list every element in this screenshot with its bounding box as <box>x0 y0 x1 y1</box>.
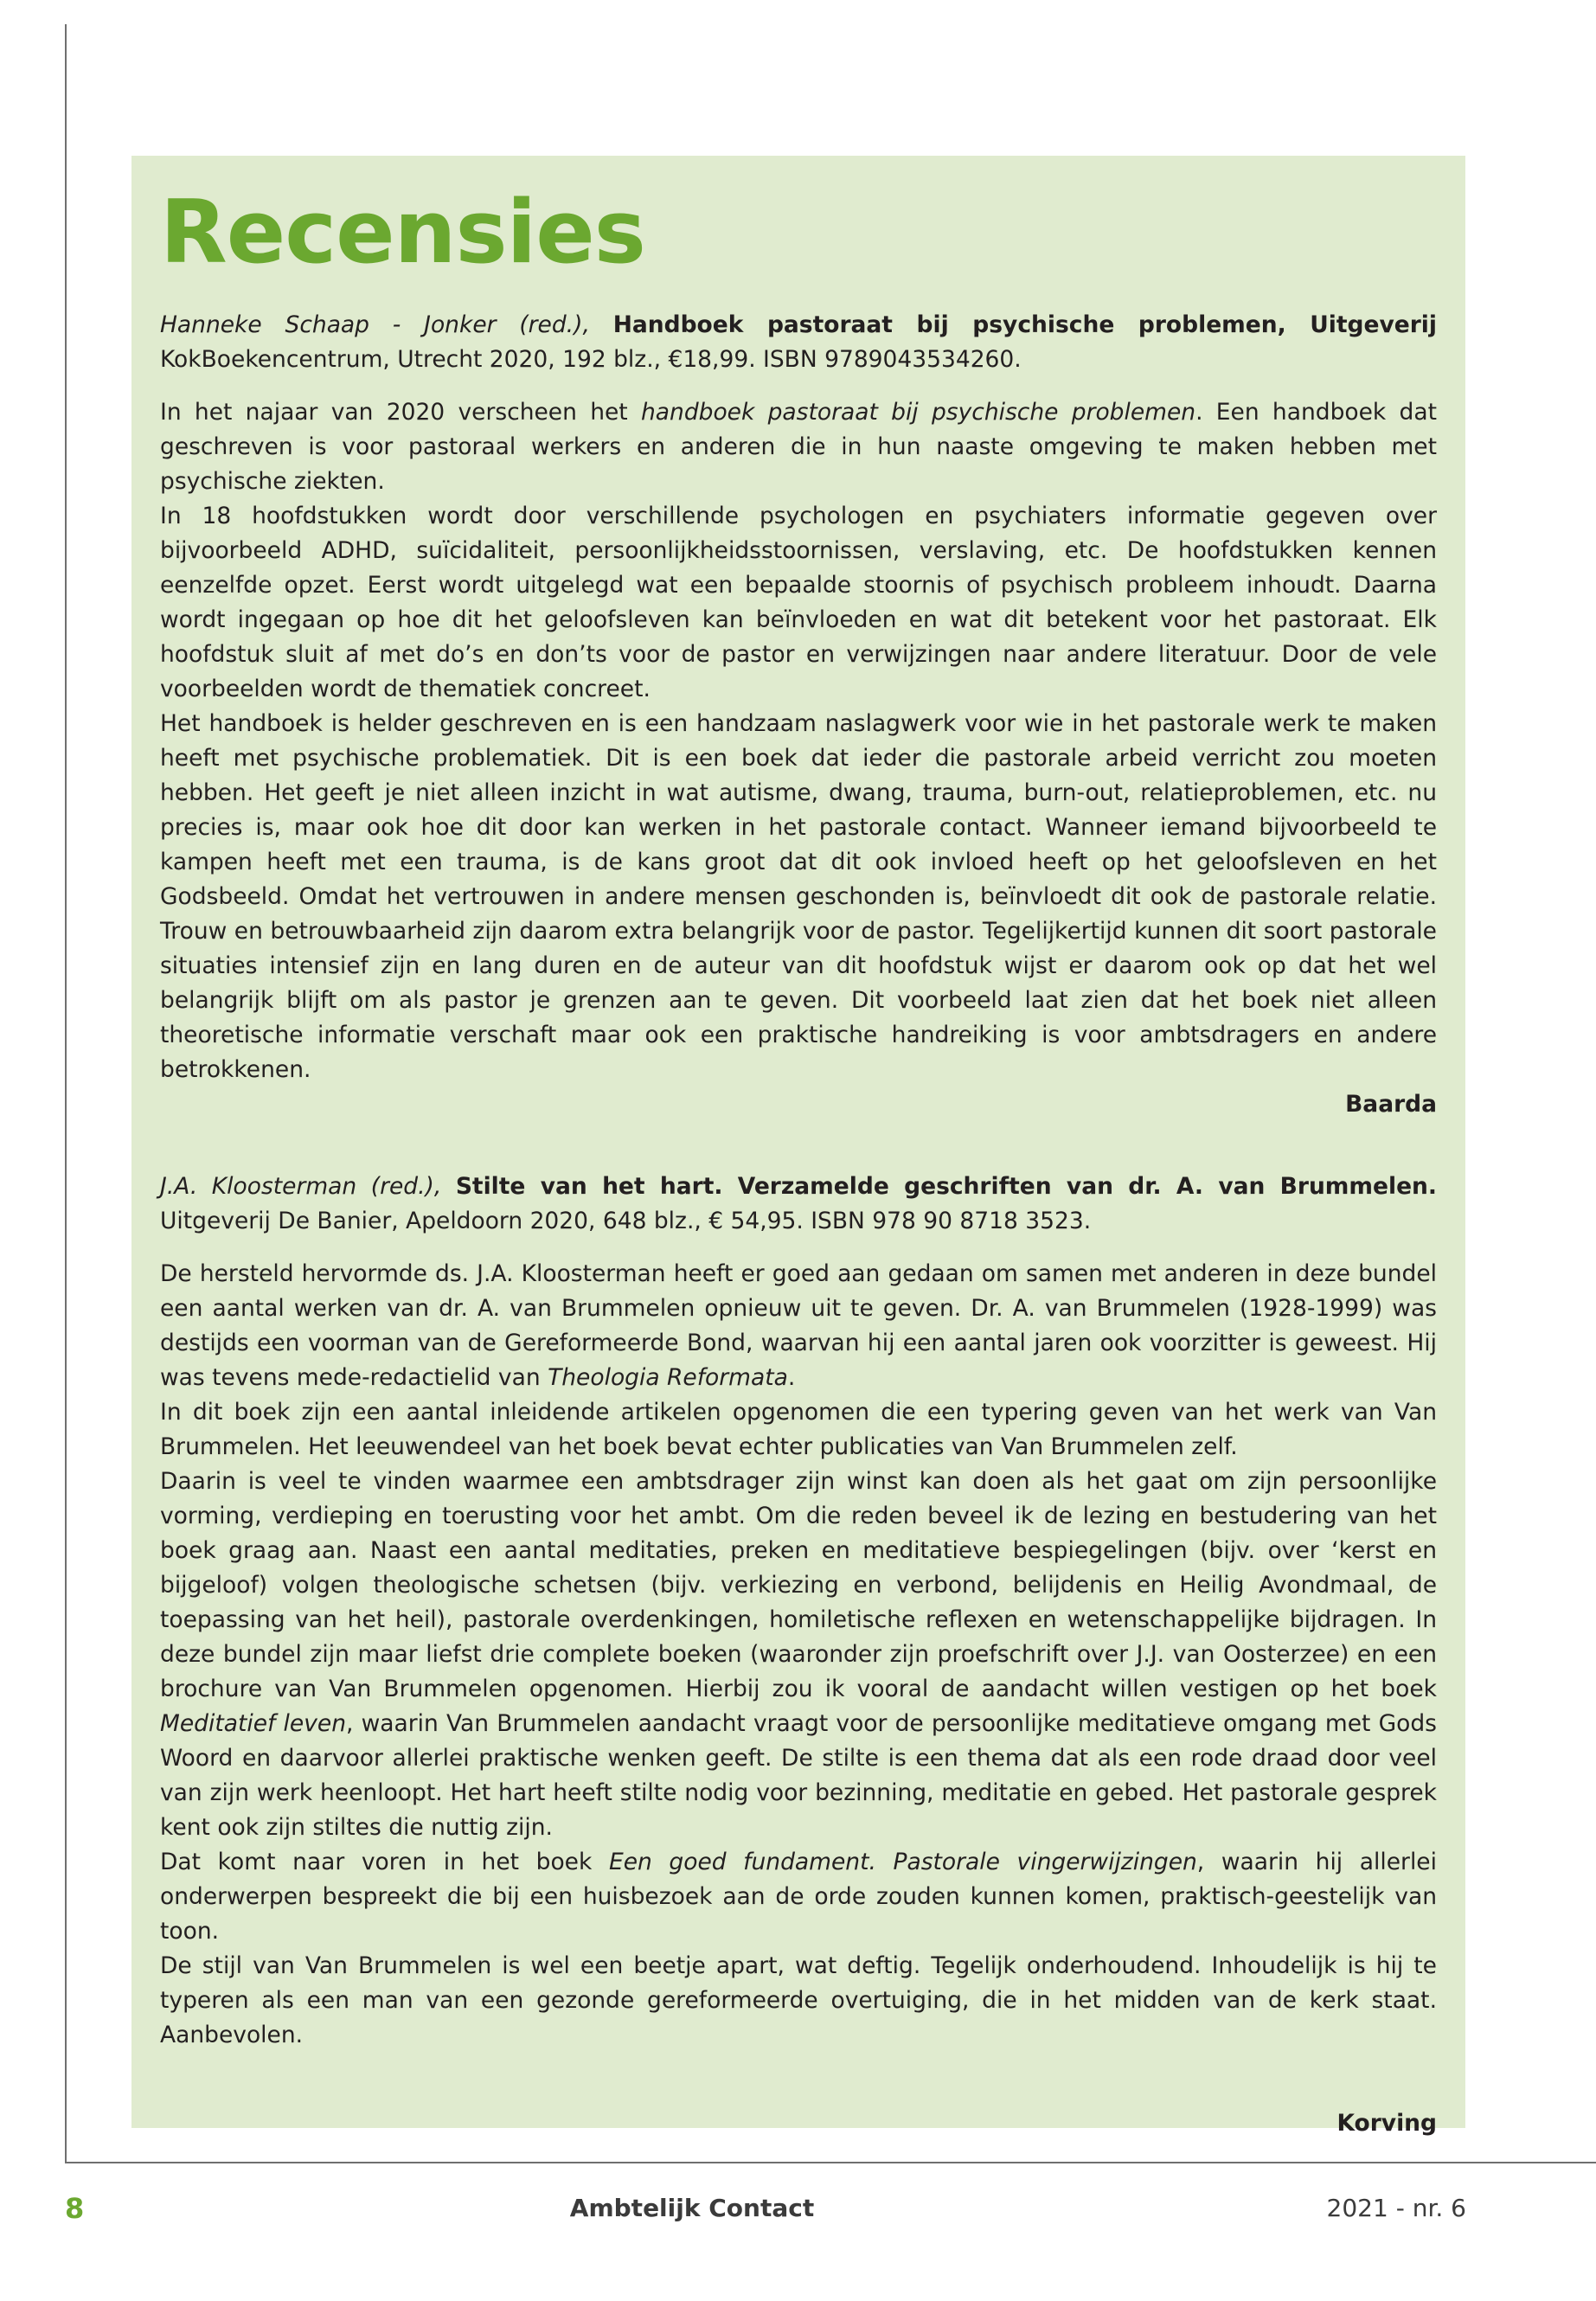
journal-name: Ambtelijk Contact <box>569 2194 815 2222</box>
review-1 <box>160 308 1437 1122</box>
review-1-paragraph-1 <box>160 395 1437 499</box>
review-1-p1-italic: handboek pastoraat bij psychische problemen <box>640 399 1196 426</box>
review-1-signature: Baarda <box>1345 1091 1437 1118</box>
review-2 <box>160 1170 1437 2141</box>
footer-horizontal-rule <box>65 2162 1596 2163</box>
review-1-book-title: Handboek pastoraat bij psychische problemen, Uitgeverij <box>612 311 1437 338</box>
review-2-p3-italic: Meditatief leven <box>160 1710 346 1737</box>
review-1-publication-info: KokBoekencentrum, Utrecht 2020, 192 blz., €18,99. ISBN 9789043534260. <box>160 346 1022 373</box>
review-1-p1-text-b: . Een handboek dat geschreven is voor pastoraal werkers en anderen die in hun naaste omgeving te maken hebben met psychische ziekten. <box>160 399 1438 495</box>
review-2-book-title: Stilte van het hart. Verzamelde geschriften van dr. A. van Brummelen. <box>455 1173 1437 1200</box>
review-2-publication-info: Uitgeverij De Banier, Apeldoorn 2020, 648 blz., € 54,95. ISBN 978 90 8718 3523. <box>160 1208 1092 1234</box>
review-2-paragraph-1 <box>160 1257 1437 1395</box>
reviews-content <box>160 182 1437 2141</box>
review-1-paragraph-2: In 18 hoofdstukken wordt door verschillende psychologen en psychiaters informatie gegeven over bijvoorbeeld ADHD, suïcidaliteit, persoonlijkheidsstoornissen, verslaving, etc. De hoofdstukken kennen eenzelfde opzet. Eerst wordt uitgelegd wat een bepaalde stoornis of psychisch probleem inhoudt. Daarna wordt ingegaan op hoe dit het geloofsleven kan beïnvloeden en wat dit betekent voor het pastoraat. Elk hoofdstuk sluit af met do’s en don’ts voor de pastor en verwijzingen naar andere literatuur. Door de vele voorbeelden wordt de thematiek concreet. <box>160 503 1437 702</box>
page-title: Recensies <box>160 181 645 283</box>
review-2-p4-text-a: Dat komt naar voren in het boek <box>160 1849 609 1875</box>
review-1-editors: Hanneke Schaap - Jonker (red.), <box>160 311 590 338</box>
review-2-signature: Korving <box>1336 2110 1437 2137</box>
review-2-p1-text-a: De hersteld hervormde ds. J.A. Kloosterman heeft er goed aan gedaan om samen met anderen in deze bundel een aantal werken van dr. A. van Brummelen opnieuw uit te geven. Dr. A. van Brummelen (1928-1999) was destijds een voorman van de Gereformeerde Bond, waarvan hij een aantal jaren ook voorzitter is geweest. Hij was tevens mede-redactielid van <box>160 1260 1437 1391</box>
review-2-paragraph-4 <box>160 1845 1437 1949</box>
review-2-paragraph-2: In dit boek zijn een aantal inleidende artikelen opgenomen die een typering geven van het werk van Van Brummelen. Het leeuwendeel van het boek bevat echter publicaties van Van Brummelen zelf. <box>160 1399 1437 1460</box>
review-2-p4-text-b: , waarin hij allerlei onderwerpen bespreekt die bij een huisbezoek aan de orde zouden kunnen komen, praktisch-geestelijk van toon. <box>160 1849 1437 1945</box>
review-2-p3-text-b: , waarin Van Brummelen aandacht vraagt voor de persoonlijke meditatieve omgang met Gods Woord en daarvoor allerlei praktische wenken geeft. De stilte is een thema dat als een rode draad door veel van zijn werk heenloopt. Het hart heeft stilte nodig voor bezinning, meditatie en gebed. Het pastorale gesprek kent ook zijn stiltes die nuttig zijn. <box>160 1710 1437 1841</box>
review-2-p4-italic: Een goed fundament. Pastorale vingerwijzingen <box>608 1849 1197 1875</box>
page-number: 8 <box>65 2192 85 2225</box>
left-vertical-rule <box>65 24 67 2163</box>
review-2-p1-text-b: . <box>787 1364 796 1391</box>
review-2-paragraph-3 <box>160 1465 1437 1845</box>
review-2-paragraph-5: De stijl van Van Brummelen is wel een beetje apart, wat deftig. Tegelijk onderhoudend. Inhoudelijk is hij te typeren als een man van een gezonde gereformeerde overtuiging, die in het midden van de kerk staat. Aanbevolen. <box>160 1952 1437 2048</box>
issue-number: 2021 - nr. 6 <box>1326 2194 1466 2222</box>
review-2-editors: J.A. Kloosterman (red.), <box>160 1173 442 1200</box>
review-2-p1-italic: Theologia Reformata <box>548 1364 788 1391</box>
review-1-paragraph-3: Het handboek is helder geschreven en is een handzaam naslagwerk voor wie in het pastorale werk te maken heeft met psychische problematiek. Dit is een boek dat ieder die pastorale arbeid verricht zou moeten hebben. Het geeft je niet alleen inzicht in wat autisme, dwang, trauma, burn-out, relatieproblemen, etc. nu precies is, maar ook hoe dit door kan werken in het pastorale contact. Wanneer iemand bijvoorbeeld te kampen heeft met een trauma, is de kans groot dat dit ook invloed heeft op het geloofsleven en het Godsbeeld. Omdat het vertrouwen in andere mensen geschonden is, beïnvloedt dit ook de pastorale relatie. Trouw en betrouwbaarheid zijn daarom extra belangrijk voor de pastor. Tegelijkertijd kunnen dit soort pastorale situaties intensief zijn en lang duren en de auteur van dit hoofdstuk wijst er daarom ook op dat het wel belangrijk blijft om als pastor je grenzen aan te geven. Dit voorbeeld laat zien dat het boek niet alleen theoretische informatie verschaft maar ook een praktische handreiking is voor ambtsdragers en andere betrokkenen. <box>160 710 1437 1083</box>
review-1-p1-text-a: In het najaar van 2020 verscheen het <box>160 399 641 426</box>
review-2-p3-text-a: Daarin is veel te vinden waarmee een ambtsdrager zijn winst kan doen als het gaat om zijn persoonlijke vorming, verdieping en toerusting voor het ambt. Om die reden beveel ik de lezing en bestudering van het boek graag aan. Naast een aantal meditaties, preken en meditatieve bespiegelingen (bijv. over ‘kerst en bijgeloof) volgen theologische schetsen (bijv. verkiezing en verbond, belijdenis en Heilig Avondmaal, de toepassing van het heil), pastorale overdenkingen, homiletische reflexen en wetenschappelijke bijdragen. In deze bundel zijn maar liefst drie complete boeken (waaronder zijn proefschrift over J.J. van Oosterzee) en een brochure van Van Brummelen opgenomen. Hierbij zou ik vooral de aandacht willen vestigen op het boek <box>160 1468 1437 1702</box>
review-1-meta <box>160 308 1437 377</box>
review-2-meta <box>160 1170 1437 1239</box>
